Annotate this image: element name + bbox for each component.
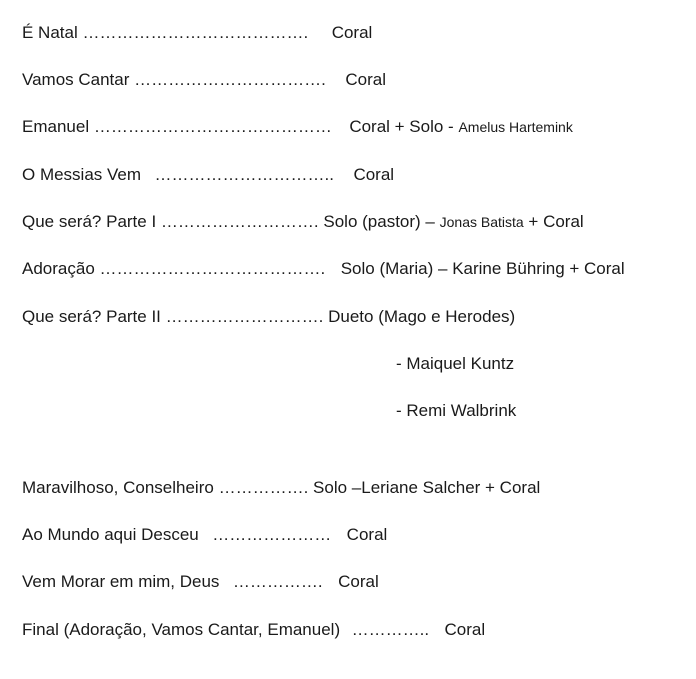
song-title: Que será? Parte I (22, 212, 157, 231)
performer: Coral (338, 572, 379, 591)
program-line-ao-mundo (22, 525, 387, 545)
program-line-que-sera-1 (22, 212, 584, 232)
dot-leader: ………………… (212, 525, 332, 544)
dot-leader: ……………………………. (134, 70, 326, 89)
performer: Solo (Maria) – Karine Bühring + Coral (340, 259, 625, 278)
dot-leader: ………………………. (165, 307, 324, 326)
program-line-que-sera-2 (22, 307, 515, 327)
duet-singer-2: - Remi Walbrink (396, 401, 517, 420)
performer: Coral + Solo - (349, 117, 454, 136)
program-line-final (22, 620, 485, 640)
program-line-o-messias-vem (22, 165, 394, 185)
program-line-maravilhoso (22, 478, 540, 498)
dot-leader: ………………………….. (154, 165, 334, 184)
song-title: Final (Adoração, Vamos Cantar, Emanuel) (22, 620, 341, 639)
dot-leader: ……………. (218, 478, 309, 497)
dot-leader: …………………………………. (82, 23, 309, 42)
dot-leader: ………………………. (160, 212, 319, 231)
soloist-name: Jonas Batista (439, 214, 524, 230)
song-title: Vamos Cantar (22, 70, 130, 89)
performer-tail: + Coral (528, 212, 584, 231)
song-title: O Messias Vem (22, 165, 142, 184)
performer: Coral (345, 70, 386, 89)
song-title: Ao Mundo aqui Desceu (22, 525, 199, 544)
song-title: Que será? Parte II (22, 307, 161, 326)
duet-singer-1: - Maiquel Kuntz (396, 354, 515, 373)
performer: Solo (pastor) – (323, 212, 435, 231)
dot-leader: …………………………………… (93, 117, 332, 136)
performer: Dueto (Mago e Herodes) (328, 307, 516, 326)
dot-leader: ………….. (351, 620, 430, 639)
program-line-adoracao (22, 259, 625, 279)
performer: Coral (353, 165, 395, 184)
song-title: Emanuel (22, 117, 90, 136)
song-title: Adoração (22, 259, 95, 278)
song-title: É Natal (22, 23, 78, 42)
performer: Coral (346, 525, 388, 544)
program-line-emanuel (22, 117, 573, 137)
program-line-vem-morar (22, 572, 379, 592)
dot-leader: ……………. (232, 572, 323, 591)
performer: Coral (331, 23, 373, 42)
performer: Coral (444, 620, 486, 639)
program-line-e-natal (22, 23, 372, 43)
song-title: Vem Morar em mim, Deus (22, 572, 220, 591)
song-title: Maravilhoso, Conselheiro (22, 478, 214, 497)
program-line-vamos-cantar (22, 70, 386, 90)
soloist-name: Amelus Hartemink (458, 119, 573, 135)
dot-leader: …………………………………. (99, 259, 326, 278)
performer: Solo –Leriane Salcher + Coral (313, 478, 541, 497)
